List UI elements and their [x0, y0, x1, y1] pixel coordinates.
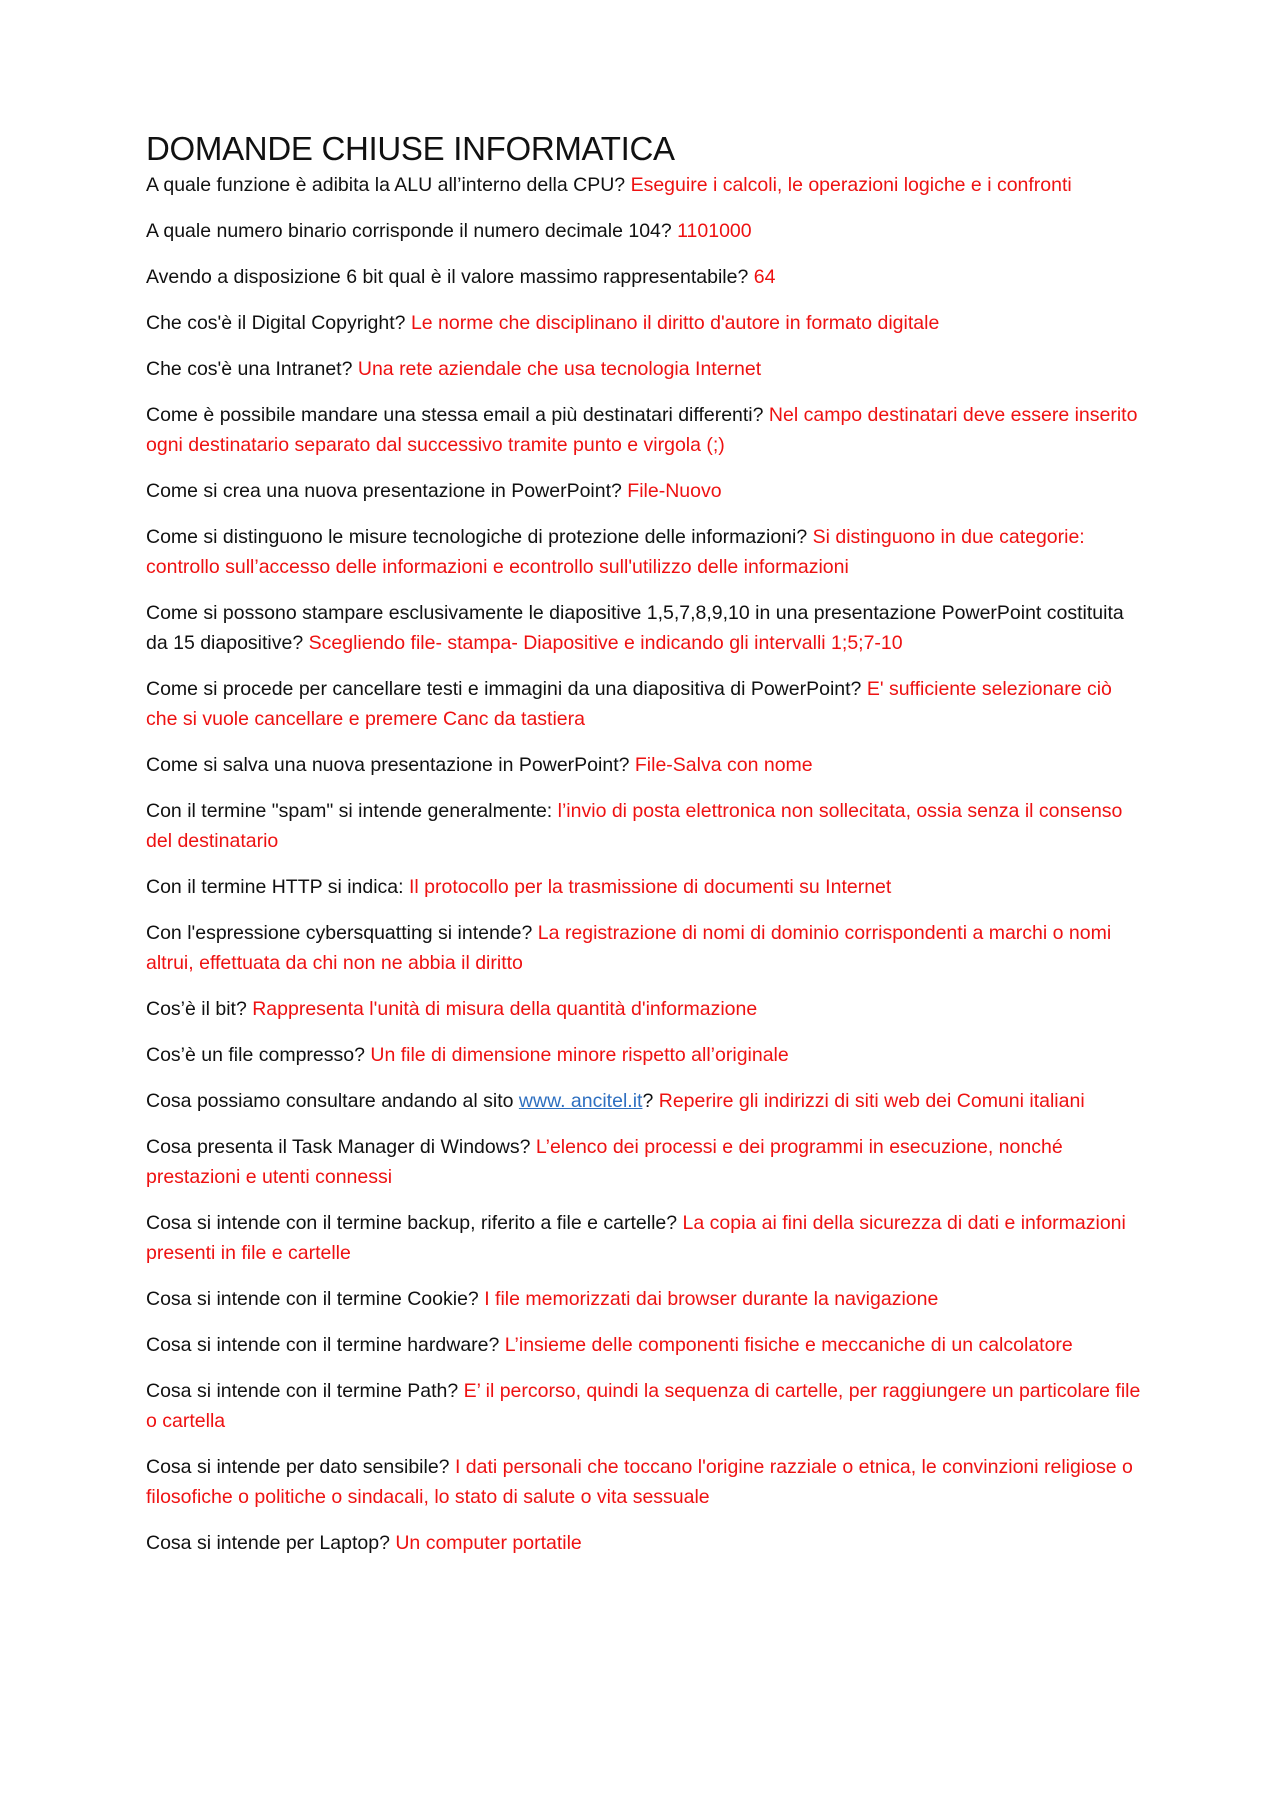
- qa-item: [146, 400, 1146, 460]
- question-text: Con il termine HTTP si indica:: [146, 876, 404, 898]
- qa-item: [146, 522, 1146, 582]
- question-text: Come si procede per cancellare testi e immagini da una diapositiva di PowerPoint?: [146, 678, 862, 700]
- qa-item: [146, 170, 1146, 200]
- qa-item: [146, 308, 1146, 338]
- answer-text: Rappresenta l'unità di misura della quantità d'informazione: [252, 998, 758, 1020]
- question-text: Cosa si intende per dato sensibile?: [146, 1456, 450, 1478]
- answer-text: I dati personali che toccano l'origine razziale o etnica, le convinzioni religiose o filosofiche o politiche o sindacali, lo stato di salute o vita sessuale: [146, 1456, 1133, 1508]
- answer-text: L’insieme delle componenti fisiche e meccaniche di un calcolatore: [504, 1334, 1073, 1356]
- qa-item: [146, 1208, 1146, 1268]
- qa-item: [146, 1040, 1146, 1070]
- qa-item: [146, 994, 1146, 1024]
- qa-item: [146, 1132, 1146, 1192]
- qa-item: [146, 872, 1146, 902]
- question-text: Come si distinguono le misure tecnologiche di protezione delle informazioni?: [146, 526, 808, 548]
- qa-item: [146, 1452, 1146, 1512]
- answer-text: La registrazione di nomi di dominio corrispondenti a marchi o nomi altrui, effettuata da chi non ne abbia il diritto: [146, 922, 1112, 974]
- qa-item: [146, 354, 1146, 384]
- question-text: Cos’è un file compresso?: [146, 1044, 365, 1066]
- qa-item: [146, 1528, 1146, 1558]
- answer-text: Il protocollo per la trasmissione di documenti su Internet: [408, 876, 892, 898]
- qa-item: [146, 1376, 1146, 1436]
- question-text: Come si salva una nuova presentazione in PowerPoint?: [146, 754, 630, 776]
- qa-item: [146, 796, 1146, 856]
- answer-text: l’invio di posta elettronica non sollecitata, ossia senza il consenso del destinatario: [146, 800, 1123, 852]
- question-text: Cosa si intende con il termine Path?: [146, 1380, 459, 1402]
- answer-text: Un computer portatile: [395, 1532, 582, 1554]
- qa-item: [146, 918, 1146, 978]
- question-text: A quale funzione è adibita la ALU all’interno della CPU?: [146, 174, 626, 196]
- question-text: Come si crea una nuova presentazione in PowerPoint?: [146, 480, 622, 502]
- qa-item: [146, 1086, 1146, 1116]
- question-text: Come si possono stampare esclusivamente le diapositive 1,5,7,8,9,10 in una presentazione PowerPoint costituita da 15 diapositive?: [146, 602, 1124, 654]
- question-text: Cosa presenta il Task Manager di Windows?: [146, 1136, 531, 1158]
- answer-text: File-Salva con nome: [634, 754, 813, 776]
- answer-text: Reperire gli indirizzi di siti web dei Comuni italiani: [658, 1090, 1085, 1112]
- question-text: Cosa si intende con il termine hardware?: [146, 1334, 500, 1356]
- question-text: A quale numero binario corrisponde il numero decimale 104?: [146, 220, 672, 242]
- answer-text: 64: [753, 266, 776, 288]
- question-text: Cos’è il bit?: [146, 998, 247, 1020]
- qa-list: [146, 170, 1146, 1558]
- answer-text: E’ il percorso, quindi la sequenza di cartelle, per raggiungere un particolare file o cartella: [146, 1380, 1141, 1432]
- answer-text: Nel campo destinatari deve essere inserito ogni destinatario separato dal successivo tramite punto e virgola (;): [146, 404, 1138, 456]
- qa-item: [146, 476, 1146, 506]
- answer-text: File-Nuovo: [627, 480, 722, 502]
- question-text: Cosa si intende per Laptop?: [146, 1532, 390, 1554]
- question-text: Con il termine "spam" si intende generalmente:: [146, 800, 553, 822]
- answer-text: Eseguire i calcoli, le operazioni logiche e i confronti: [630, 174, 1072, 196]
- qa-item: [146, 216, 1146, 246]
- question-text: Come è possibile mandare una stessa email a più destinatari differenti?: [146, 404, 764, 426]
- document-page: [146, 130, 1146, 1574]
- question-text: Che cos'è una Intranet?: [146, 358, 353, 380]
- answer-text: Le norme che disciplinano il diritto d'autore in formato digitale: [410, 312, 940, 334]
- question-text: Cosa si intende con il termine Cookie?: [146, 1288, 479, 1310]
- question-text: Avendo a disposizione 6 bit qual è il valore massimo rappresentabile?: [146, 266, 749, 288]
- qa-item: [146, 262, 1146, 292]
- answer-text: E' sufficiente selezionare ciò che si vuole cancellare e premere Canc da tastiera: [146, 678, 1112, 730]
- question-link[interactable]: www. ancitel.it: [518, 1090, 643, 1112]
- qa-item: [146, 598, 1146, 658]
- question-text: Che cos'è il Digital Copyright?: [146, 312, 406, 334]
- answer-text: 1101000: [677, 220, 752, 242]
- answer-text: Una rete aziendale che usa tecnologia Internet: [357, 358, 762, 380]
- qa-item: [146, 1330, 1146, 1360]
- qa-item: [146, 674, 1146, 734]
- answer-text: Si distinguono in due categorie: controllo sull’accesso delle informazioni e econtrollo sull'utilizzo delle informazioni: [146, 526, 1085, 578]
- document-title: DOMANDE CHIUSE INFORMATICA: [146, 130, 675, 167]
- qa-item: [146, 1284, 1146, 1314]
- answer-text: Un file di dimensione minore rispetto all’originale: [370, 1044, 789, 1066]
- question-text: Con l'espressione cybersquatting si intende?: [146, 922, 533, 944]
- answer-text: I file memorizzati dai browser durante la navigazione: [484, 1288, 939, 1310]
- question-text: Cosa si intende con il termine backup, riferito a file e cartelle?: [146, 1212, 678, 1234]
- question-text-suffix: ?: [642, 1090, 654, 1112]
- answer-text: L’elenco dei processi e dei programmi in esecuzione, nonché prestazioni e utenti connessi: [146, 1136, 1063, 1188]
- answer-text: Scegliendo file- stampa- Diapositive e indicando gli intervalli 1;5;7-10: [308, 632, 903, 654]
- question-text: Cosa possiamo consultare andando al sito: [146, 1090, 514, 1112]
- answer-text: La copia ai fini della sicurezza di dati e informazioni presenti in file e cartelle: [146, 1212, 1126, 1264]
- qa-item: [146, 750, 1146, 780]
